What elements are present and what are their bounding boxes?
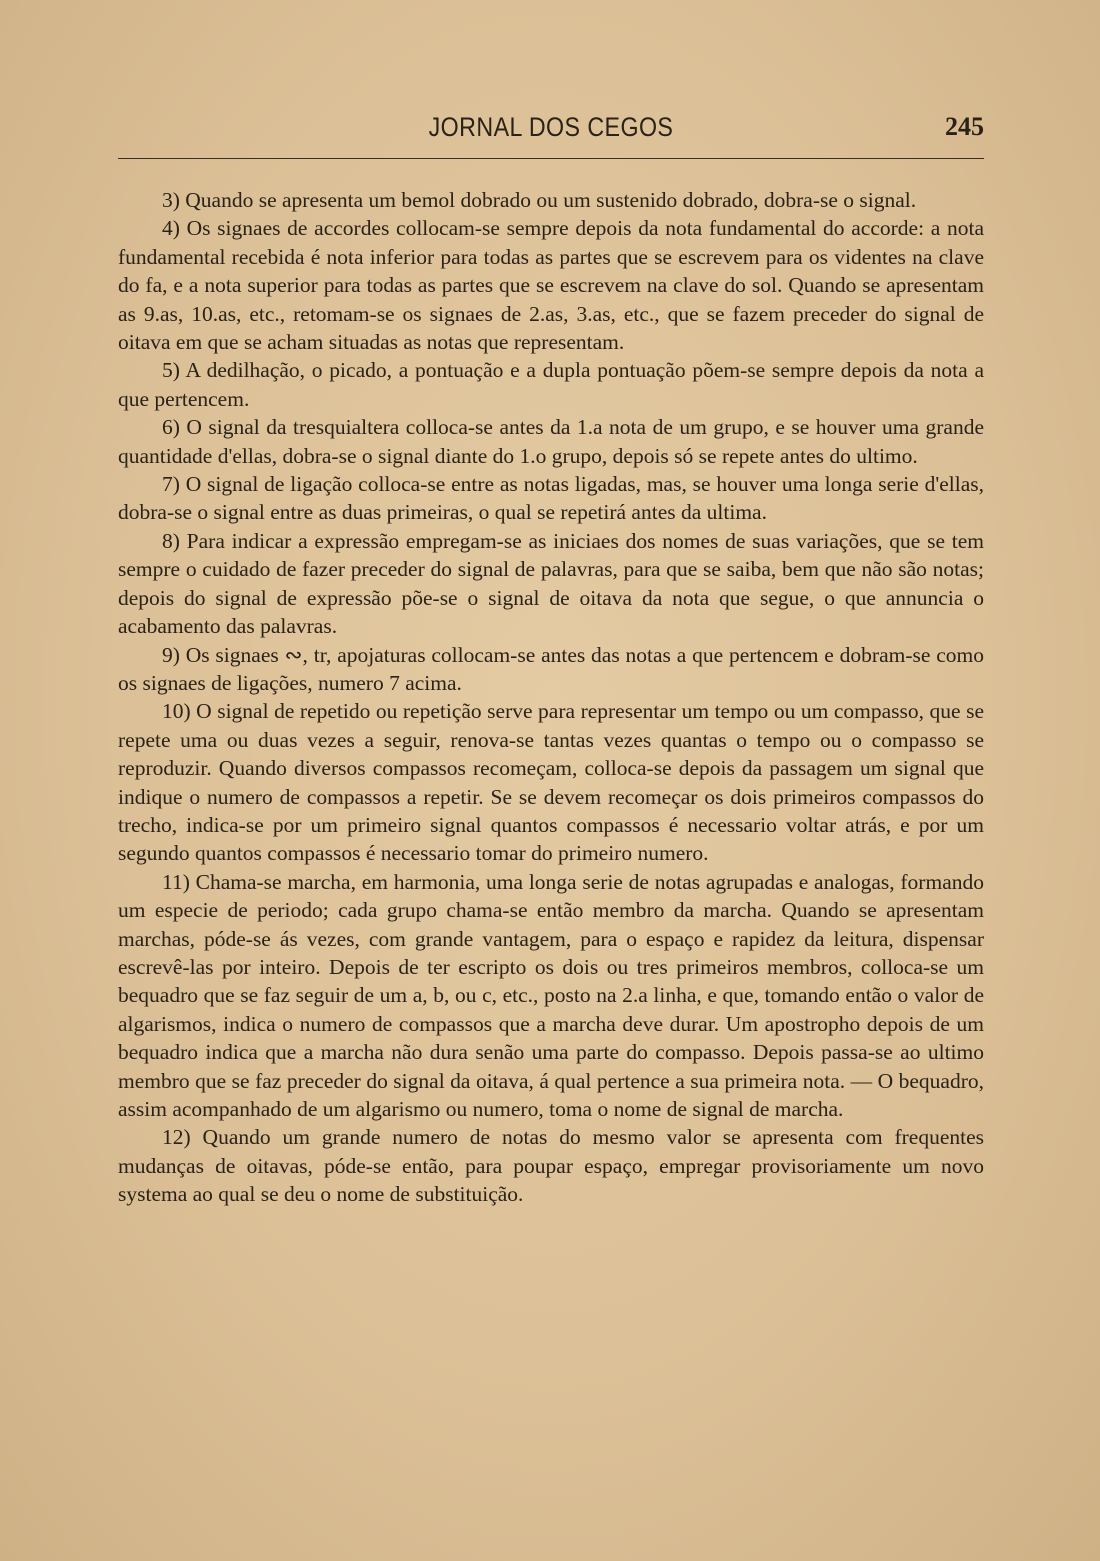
paragraph-11: 11) Chama-se marcha, em harmonia, uma longa serie de notas agrupadas e analogas, formando um especie de periodo; cada grupo chama-se então membro da marcha. Quando se apresentam marchas, póde-se ás vezes, com grande vantagem, para o espaço e rapidez da leitura, dispensar escrevê-las por inteiro. Depois de ter escripto os dois ou tres primeiros membros, colloca-se um bequadro que se faz seguir de um a, b, ou c, etc., posto na 2.a linha, e que, tomando então o valor de algarismos, indica o numero de compassos que a marcha deve durar. Um apostropho depois de um bequadro indica que a marcha não dura senão uma parte do compasso. Depois passa-se ao ultimo membro que se faz preceder do signal da oitava, á qual pertence a sua primeira nota. — O bequadro, assim acompanhado de um algarismo ou numero, toma o nome de signal de marcha. <box>118 869 984 1121</box>
paragraph-9: 9) Os signaes ∾, tr, apojaturas collocam-se antes das notas a que pertencem e dobram-se como os signaes de ligações, numero 7 acima. <box>118 642 984 695</box>
running-title: JORNAL DOS CEGOS <box>428 112 674 142</box>
paragraph-4: 4) Os signaes de accordes collocam-se sempre depois da nota fundamental do accorde: a nota fundamental recebida é nota inferior para todas as partes que se escrevem para os videntes na clave do fa, e a nota superior para todas as partes que se escrevem na clave do sol. Quando se apresentam as 9.as, 10.as, etc., retomam-se os signaes de 2.as, 3.as, etc., que se fazem preceder do signal de oitava em que se acham situadas as notas que representam. <box>118 216 984 355</box>
paragraph-7: 7) O signal de ligação colloca-se entre as notas ligadas, mas, se houver uma longa serie d'ellas, dobra-se o signal entre as duas primeiras, o qual se repetirá antes da ultima. <box>118 472 984 525</box>
article-body <box>118 186 984 1209</box>
page-number: 245 <box>945 112 984 141</box>
paragraph-10: 10) O signal de repetido ou repetição serve para representar um tempo ou um compasso, que se repete uma ou duas vezes a seguir, renova-se tantas vezes quantas o tempo ou o compasso se reproduzir. Quando diversos compassos recomeçam, colloca-se depois da passagem um signal que indique o numero de compassos a repetir. Se se devem recomeçar os dois primeiros compassos do trecho, indica-se por um primeiro signal quantos compassos é necessario voltar atrás, e por um segundo quantos compassos é necessario tomar do primeiro numero. <box>118 699 984 866</box>
paragraph-8: 8) Para indicar a expressão empregam-se as iniciaes dos nomes de suas variações, que se tem sempre o cuidado de fazer preceder do signal de palavras, para que se saiba, bem que não são notas; depois do signal de expressão põe-se o signal de oitava da nota que segue, o que annuncia o acabamento das palavras. <box>118 528 984 639</box>
paragraph-12: 12) Quando um grande numero de notas do mesmo valor se apresenta com frequentes mudanças de oitavas, póde-se então, para poupar espaço, empregar provisoriamente um novo systema ao qual se deu o nome de substituição. <box>118 1125 984 1207</box>
paragraph-5: 5) A dedilhação, o picado, a pontuação e a dupla pontuação põem-se sempre depois da nota a que pertencem. <box>118 358 984 411</box>
paragraph-6: 6) O signal da tresquialtera colloca-se antes da 1.a nota de um grupo, e se houver uma grande quantidade d'ellas, dobra-se o signal diante do 1.o grupo, depois só se repete antes do ultimo. <box>118 415 984 468</box>
page-header <box>118 112 984 148</box>
header-rule <box>118 158 984 159</box>
paragraph-3: 3) Quando se apresenta um bemol dobrado ou um sustenido dobrado, dobra-se o signal. <box>162 188 917 212</box>
